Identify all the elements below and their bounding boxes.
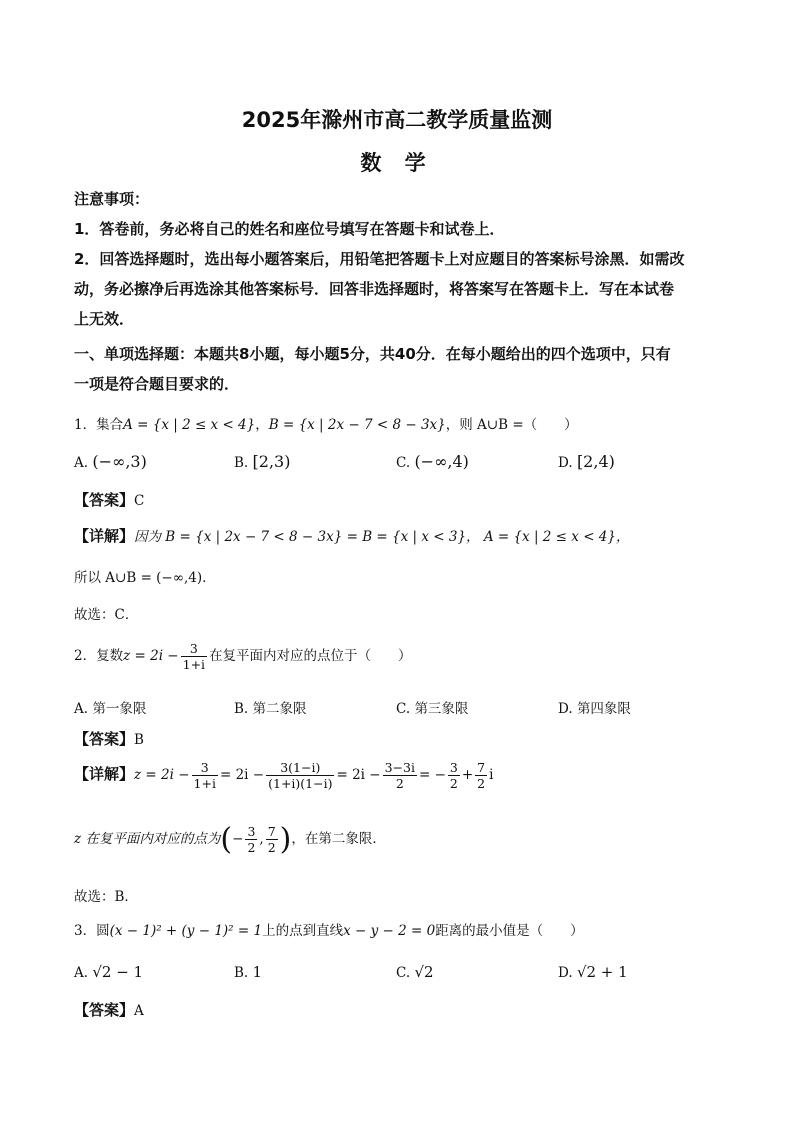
q3-option-c: C. √2 — [396, 963, 434, 981]
fraction: $\frac{3}{1+i}$ — [182, 641, 206, 672]
page-title: 2025年滁州市高二教学质量监测 — [241, 108, 553, 132]
q2-point: z 在复平面内对应的点为(− $\frac{3}{2}$ , $\frac{7}{2}$ )，在第二象限． — [74, 822, 386, 857]
notice-2-line-2: 动，务必擦净后再选涂其他答案标号．回答非选择题时，将答案写在答题卡上．写在本试卷 — [74, 280, 675, 298]
section-heading-line-1: 一、单项选择题：本题共8小题，每小题5分，共40分．在每小题给出的四个选项中，只有 — [74, 345, 671, 363]
subject-title: 数 学 — [360, 151, 434, 175]
q1-choose: 故选：C． — [74, 607, 139, 623]
question-2-stem: 2．复数z = 2i − $\frac{3}{1+i}$ 在复平面内对应的点位于（ ） — [74, 641, 412, 672]
line-equation: x − y − 2 = 0 — [343, 923, 436, 939]
q1-detail-line-2: 所以 A∪B = (−∞,4)． — [74, 570, 216, 586]
section-heading-line-2: 一项是符合题目要求的． — [74, 375, 240, 393]
q2-option-d: D. 第四象限 — [558, 701, 631, 717]
notice-2-line-1: 2．回答选择题时，选出每小题答案后，用铅笔把答题卡上对应题目的答案标号涂黑．如需改 — [74, 250, 685, 268]
q1-detail: 【详解】因为 B = {x | 2x − 7 < 8 − 3x} = B = {x | x < 3}， A = {x | 2 ≤ x < 4}， — [74, 527, 630, 545]
q2-detail: 【详解】z = 2i − $\frac{3}{1+i}$ = 2i − $\frac{3(1-i)}{(1+i)(1-i)}$ = 2i − $\frac{3-3i}{2}$ = − $\frac{3}{2}$ + $\frac{7}{2}$ i — [74, 760, 494, 791]
q1-answer: 【答案】C — [74, 491, 145, 509]
q3-option-b: B. 1 — [234, 963, 263, 981]
q3-answer: 【答案】A — [74, 1001, 144, 1019]
notice-1: 1．答卷前，务必将自己的姓名和座位号填写在答题卡和试卷上． — [74, 220, 505, 238]
q1-option-a: A. (−∞,3) — [74, 452, 147, 471]
notice-heading: 注意事项： — [74, 190, 150, 208]
q1-option-c: C. (−∞,4) — [396, 452, 469, 471]
q2-option-c: C. 第三象限 — [396, 701, 469, 717]
q3-option-d: D. √2 + 1 — [558, 963, 628, 981]
q3-option-a: A. √2 − 1 — [74, 963, 144, 981]
q2-answer: 【答案】B — [74, 730, 144, 748]
set-a: A = {x | 2 ≤ x < 4} — [123, 417, 256, 433]
question-1-stem: 1．集合A = {x | 2 ≤ x < 4}，B = {x | 2x − 7 < 8 − 3x}，则 A∪B =（ ） — [74, 417, 578, 433]
question-3-stem: 3．圆(x − 1)² + (y − 1)² = 1上的点到直线x − y − 2 = 0距离的最小值是（ ） — [74, 923, 584, 939]
q1-option-b: B. [2,3) — [234, 452, 291, 471]
q1-option-d: D. [2,4) — [558, 452, 615, 471]
q2-option-b: B. 第二象限 — [234, 701, 307, 717]
set-b: B = {x | 2x − 7 < 8 − 3x} — [268, 417, 446, 433]
q2-option-a: A. 第一象限 — [74, 701, 147, 717]
notice-2-line-3: 上无效． — [74, 310, 135, 328]
q2-choose: 故选：B． — [74, 889, 138, 905]
circle-equation: (x − 1)² + (y − 1)² = 1 — [109, 923, 263, 939]
